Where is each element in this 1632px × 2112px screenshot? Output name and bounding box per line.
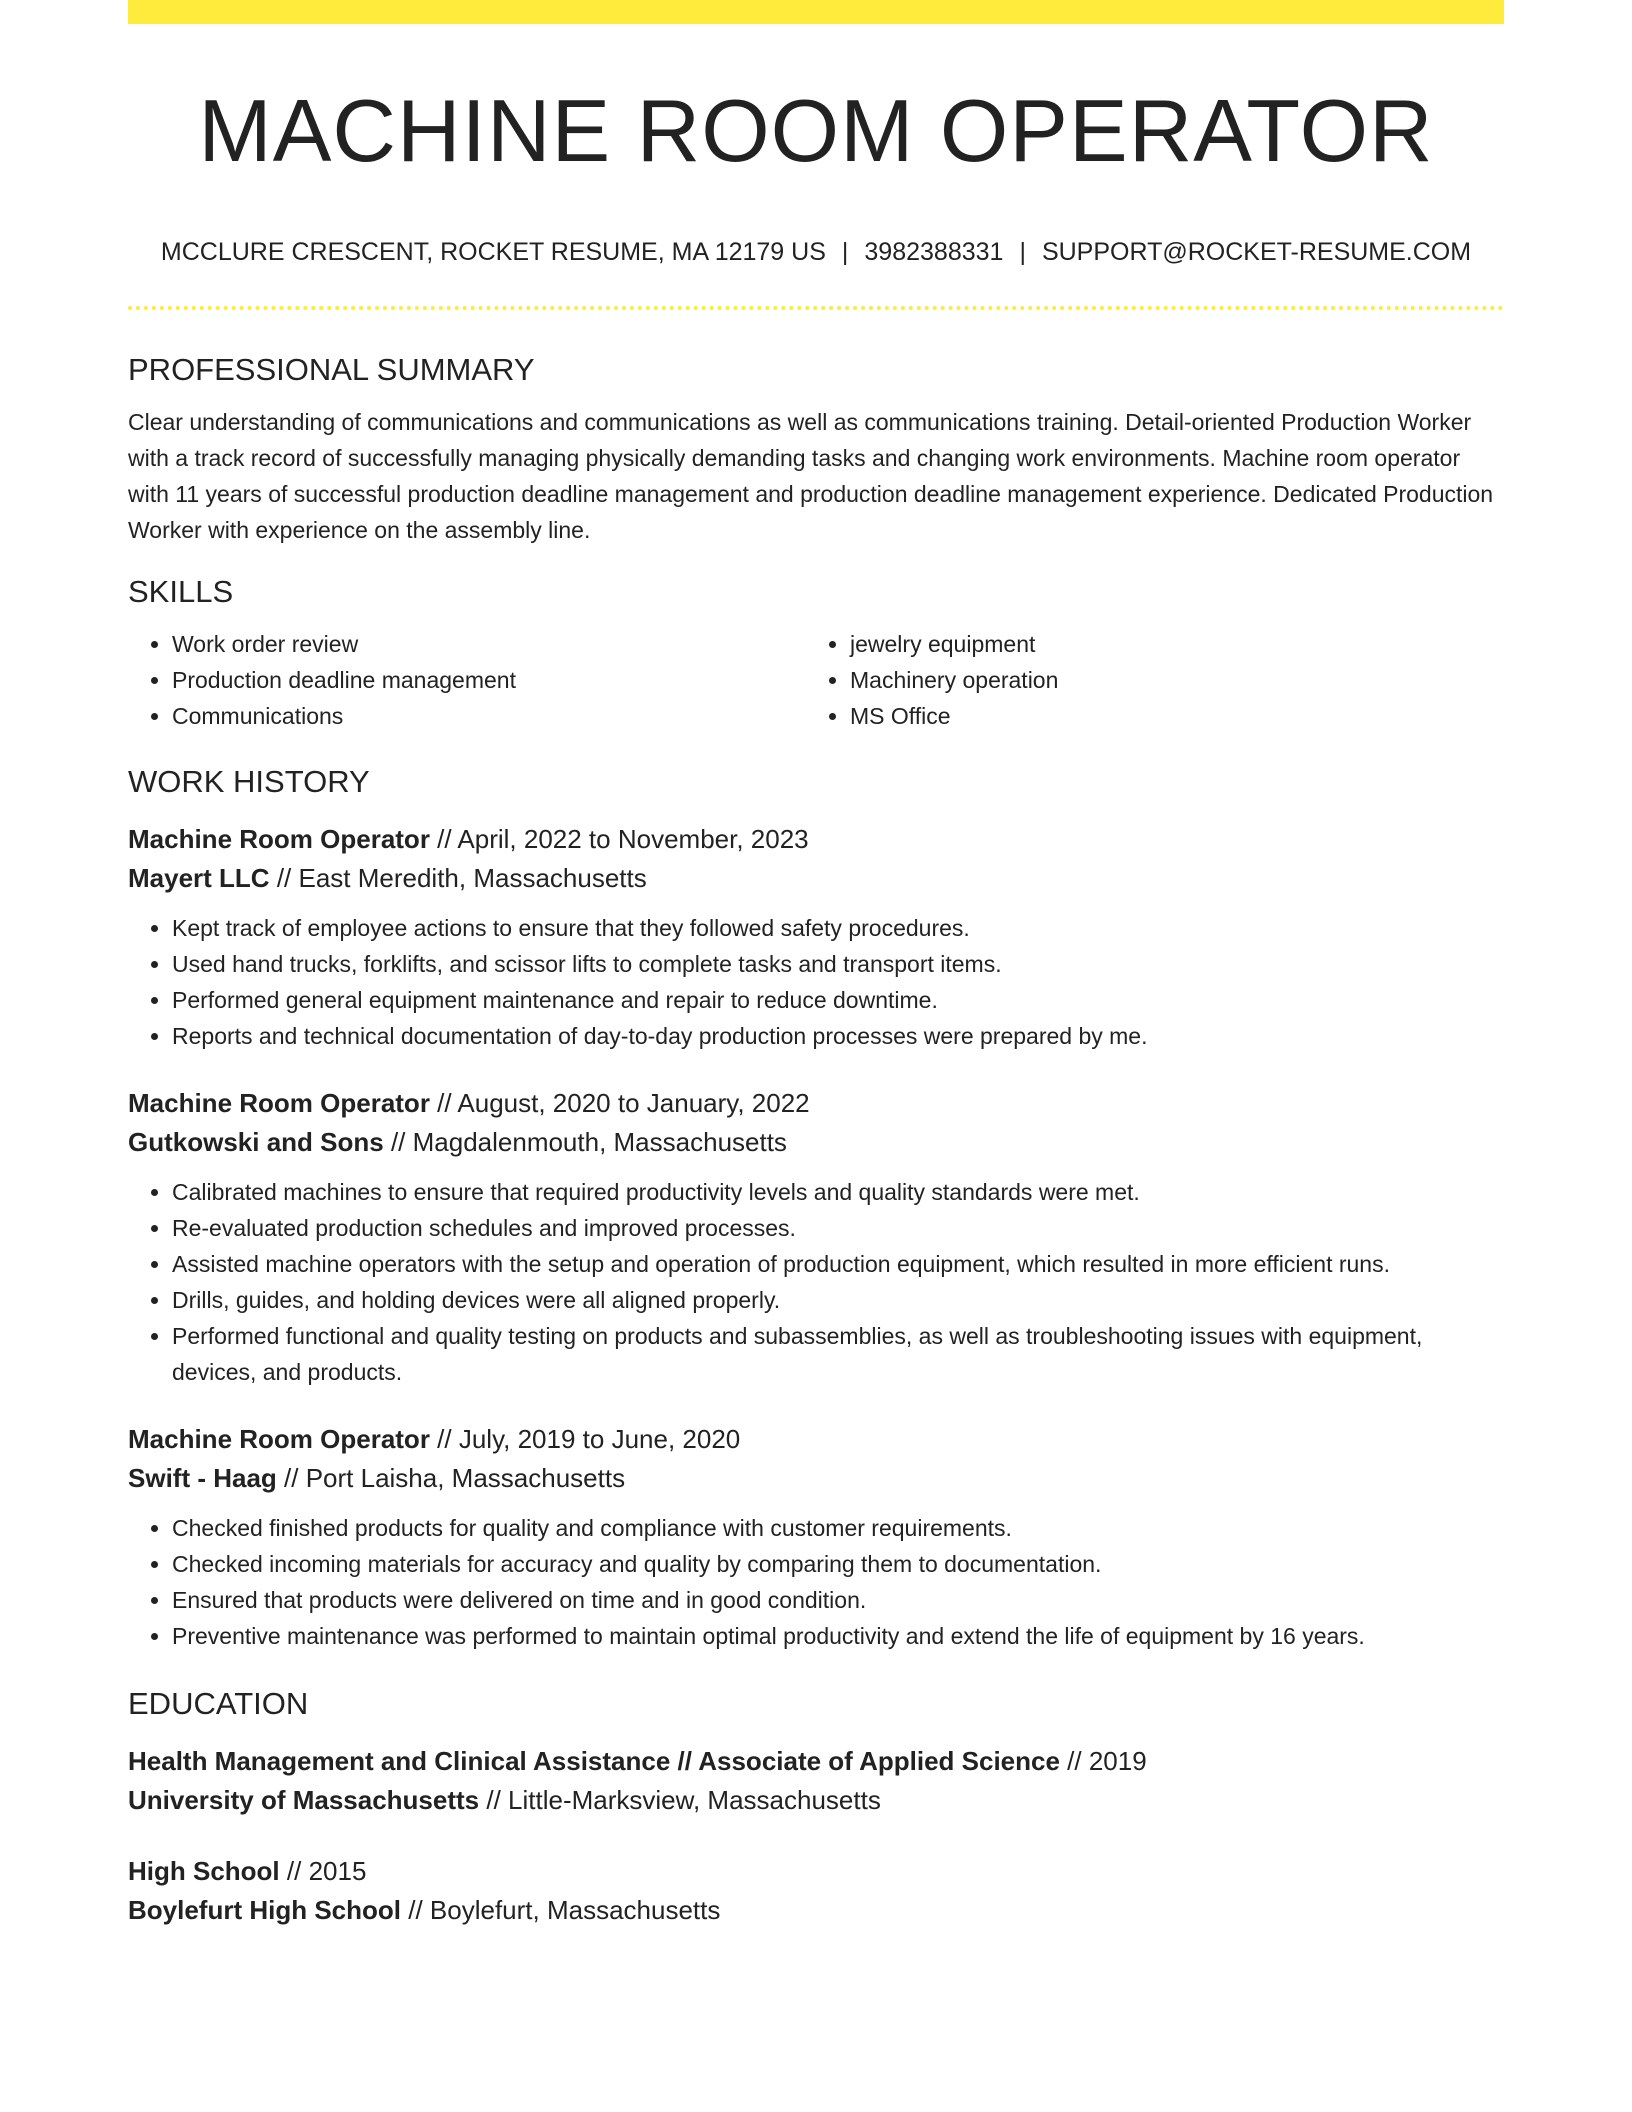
school-name: Boylefurt High School (128, 1895, 401, 1925)
section-title: WORK HISTORY (128, 764, 370, 799)
degree-line (128, 1852, 1504, 1891)
education-entry (128, 1852, 1504, 1930)
job-bullet: • Performed general equipment maintenance and repair to reduce downtime. (172, 982, 1504, 1018)
skill-item: • jewelry equipment (850, 626, 1484, 662)
job-bullet: • Assisted machine operators with the setup and operation of production equipment, which resulted in more efficient runs. (172, 1246, 1504, 1282)
email: SUPPORT@ROCKET-RESUME.COM (1041, 238, 1472, 266)
job-dates: // July, 2019 to June, 2020 (437, 1424, 741, 1454)
job-bullet: • Used hand trucks, forklifts, and scissor lifts to complete tasks and transport items. (172, 946, 1504, 982)
skills-list-left (128, 626, 806, 734)
job-bullets (128, 1174, 1504, 1390)
job-bullet: • Kept track of employee actions to ensure that they followed safety procedures. (172, 910, 1504, 946)
skills-section (128, 572, 1504, 734)
contact-line (128, 234, 1504, 270)
skill-item: • Communications (172, 698, 806, 734)
degree-line (128, 1742, 1504, 1781)
school-line (128, 1781, 1504, 1820)
job-bullet: • Calibrated machines to ensure that required productivity levels and quality standards were met. (172, 1174, 1504, 1210)
address: MCCLURE CRESCENT, ROCKET RESUME, MA 12179 US (160, 238, 826, 266)
skill-item: • Work order review (172, 626, 806, 662)
degree-name: High School (128, 1856, 280, 1886)
job-entry (128, 820, 1504, 1054)
school-line (128, 1891, 1504, 1930)
job-dates: // April, 2022 to November, 2023 (437, 824, 809, 854)
job-bullet: • Checked incoming materials for accuracy and quality by comparing them to documentation. (172, 1546, 1504, 1582)
employer-line (128, 1459, 1504, 1498)
job-title-line (128, 820, 1504, 859)
summary-text: Clear understanding of communications and communications as well as communications training. Detail-oriented Production Worker with a track record of successfully managing physically demanding tasks and changing work environments. Machine room operator with 11 years of successful production deadline management and production deadline management experience. Dedicated Production Worker with experience on the assembly line. (128, 409, 1494, 543)
degree-name: Health Management and Clinical Assistance // Associate of Applied Science (128, 1746, 1060, 1776)
school-name: University of Massachusetts (128, 1785, 480, 1815)
employer-line (128, 1123, 1504, 1162)
job-bullet: • Reports and technical documentation of day-to-day production processes were prepared by me. (172, 1018, 1504, 1054)
section-title: SKILLS (128, 574, 234, 609)
job-entry (128, 1084, 1504, 1390)
job-bullets (128, 910, 1504, 1054)
job-bullet: • Performed functional and quality testing on products and subassemblies, as well as troubleshooting issues with equipment, devices, and products. (172, 1318, 1504, 1390)
degree-year: // 2015 (286, 1856, 367, 1886)
job-role: Machine Room Operator (128, 824, 430, 854)
skills-grid (128, 626, 1504, 734)
skill-item: • Production deadline management (172, 662, 806, 698)
job-bullet: • Preventive maintenance was performed to maintain optimal productivity and extend the life of equipment by 16 years. (172, 1618, 1504, 1654)
school-location: // Little-Marksview, Massachusetts (486, 1785, 881, 1815)
separator: | (841, 238, 849, 266)
job-bullet: • Checked finished products for quality and compliance with customer requirements. (172, 1510, 1504, 1546)
degree-year: // 2019 (1067, 1746, 1147, 1776)
job-bullets (128, 1510, 1504, 1654)
employer-name: Swift - Haag (128, 1463, 277, 1493)
job-title-line (128, 1084, 1504, 1123)
employer-line (128, 859, 1504, 898)
skills-list-right (806, 626, 1484, 734)
school-location: // Boylefurt, Massachusetts (408, 1895, 721, 1925)
job-dates: // August, 2020 to January, 2022 (437, 1088, 810, 1118)
job-entry (128, 1420, 1504, 1654)
section-title: EDUCATION (128, 1686, 309, 1721)
work-history-section (128, 762, 1504, 1654)
employer-name: Mayert LLC (128, 863, 270, 893)
job-role: Machine Room Operator (128, 1088, 430, 1118)
education-section (128, 1684, 1504, 1930)
employer-location: // East Meredith, Massachusetts (276, 863, 647, 893)
employer-location: // Magdalenmouth, Massachusetts (390, 1127, 787, 1157)
section-title: PROFESSIONAL SUMMARY (128, 352, 535, 387)
accent-bar (128, 0, 1504, 24)
candidate-title: MACHINE ROOM OPERATOR (198, 81, 1434, 180)
resume-content (128, 350, 1504, 1930)
employer-name: Gutkowski and Sons (128, 1127, 384, 1157)
skill-item: • Machinery operation (850, 662, 1484, 698)
job-title-line (128, 1420, 1504, 1459)
job-bullet: • Re-evaluated production schedules and improved processes. (172, 1210, 1504, 1246)
dotted-divider (128, 306, 1504, 310)
skill-item: • MS Office (850, 698, 1484, 734)
separator: | (1019, 238, 1026, 266)
job-bullet: • Drills, guides, and holding devices were all aligned properly. (172, 1282, 1504, 1318)
summary-section (128, 350, 1504, 548)
job-role: Machine Room Operator (128, 1424, 430, 1454)
phone: 3982388331 (864, 238, 1004, 266)
job-bullet: • Ensured that products were delivered on time and in good condition. (172, 1582, 1504, 1618)
education-entry (128, 1742, 1504, 1820)
employer-location: // Port Laisha, Massachusetts (284, 1463, 626, 1493)
